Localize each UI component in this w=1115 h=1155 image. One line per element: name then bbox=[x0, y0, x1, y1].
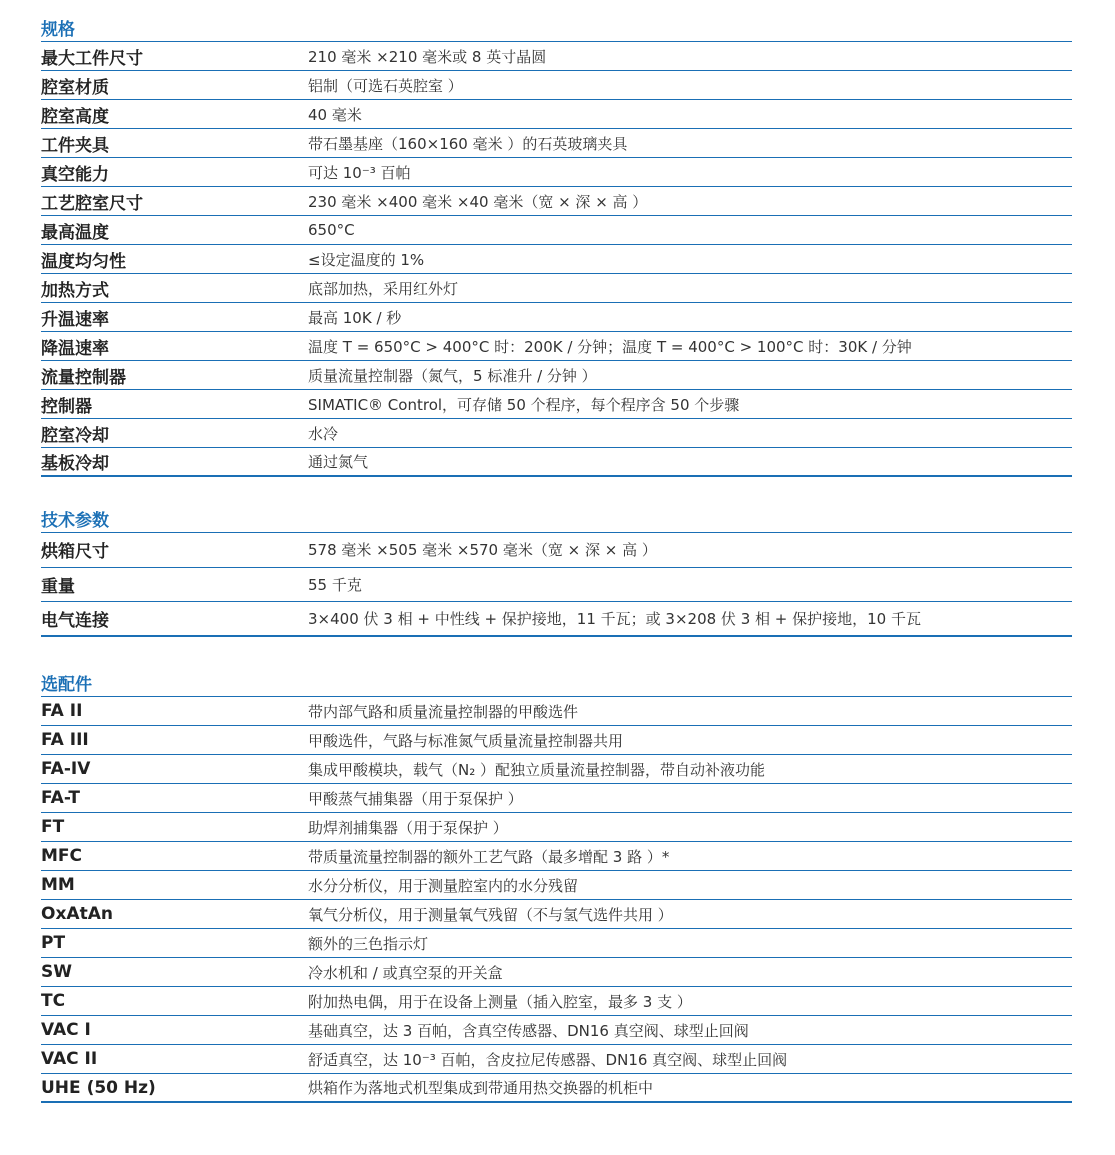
table-row bbox=[41, 448, 1072, 477]
row-value: 水分分析仪，用于测量腔室内的水分残留 bbox=[308, 876, 579, 895]
row-value: ≤设定温度的 1% bbox=[308, 250, 425, 269]
row-value: SIMATIC® Control，可存储 50 个程序，每个程序含 50 个步骤 bbox=[308, 395, 740, 414]
row-label: VAC I bbox=[41, 1020, 91, 1040]
table-row bbox=[41, 842, 1072, 871]
row-label: 电气连接 bbox=[41, 610, 109, 631]
spec-section bbox=[41, 19, 1072, 477]
table-row bbox=[41, 1074, 1072, 1103]
tech-table bbox=[41, 533, 1072, 637]
row-value: 烘箱作为落地式机型集成到带通用热交换器的机柜中 bbox=[308, 1079, 654, 1097]
table-row bbox=[41, 216, 1072, 245]
row-value: 最高 10K / 秒 bbox=[308, 308, 402, 327]
row-label: 腔室材质 bbox=[41, 77, 109, 98]
row-label: 降温速率 bbox=[41, 338, 109, 359]
row-label: FA-IV bbox=[41, 759, 91, 779]
table-row bbox=[41, 813, 1072, 842]
table-row bbox=[41, 42, 1072, 71]
table-row bbox=[41, 929, 1072, 958]
row-label: 最高温度 bbox=[41, 222, 109, 243]
table-row bbox=[41, 568, 1072, 603]
spec-table bbox=[41, 42, 1072, 477]
row-label: 烘箱尺寸 bbox=[41, 542, 109, 563]
row-value: 甲酸蒸气捕集器（用于泵保护 ） bbox=[308, 789, 523, 808]
row-value: 带质量流量控制器的额外工艺气路（最多增配 3 路 ）* bbox=[308, 847, 670, 866]
section-title: 选配件 bbox=[41, 674, 1072, 697]
row-label: 重量 bbox=[41, 576, 75, 597]
table-row bbox=[41, 129, 1072, 158]
row-value: 铝制（可选石英腔室 ） bbox=[308, 76, 463, 95]
row-value: 650°C bbox=[308, 221, 355, 239]
table-row bbox=[41, 602, 1072, 637]
row-value: 底部加热，采用红外灯 bbox=[308, 279, 459, 298]
row-label: 温度均匀性 bbox=[41, 251, 126, 272]
row-label: FA-T bbox=[41, 788, 80, 808]
row-value: 578 毫米 ×505 毫米 ×570 毫米（宽 × 深 × 高 ） bbox=[308, 541, 657, 560]
row-value: 冷水机和 / 或真空泵的开关盒 bbox=[308, 963, 503, 982]
row-value: 55 千克 bbox=[308, 575, 362, 594]
row-value: 40 毫米 bbox=[308, 105, 362, 124]
row-value: 带内部气路和质量流量控制器的甲酸选件 bbox=[308, 702, 579, 721]
options-table bbox=[41, 697, 1072, 1103]
row-value: 基础真空，达 3 百帕，含真空传感器、DN16 真空阀、球型止回阀 bbox=[308, 1021, 749, 1040]
row-label: FA II bbox=[41, 701, 83, 721]
table-row bbox=[41, 784, 1072, 813]
row-label: 基板冷却 bbox=[41, 454, 109, 474]
table-row bbox=[41, 274, 1072, 303]
row-value: 可达 10⁻³ 百帕 bbox=[308, 163, 411, 182]
row-label: 腔室冷却 bbox=[41, 425, 109, 446]
section-title: 技术参数 bbox=[41, 510, 1072, 533]
table-row bbox=[41, 1016, 1072, 1045]
row-value: 集成甲酸模块，载气（N₂ ）配独立质量流量控制器，带自动补液功能 bbox=[308, 760, 766, 779]
table-row bbox=[41, 303, 1072, 332]
row-value: 通过氮气 bbox=[308, 453, 369, 471]
row-label: FT bbox=[41, 817, 65, 837]
table-row bbox=[41, 871, 1072, 900]
table-row bbox=[41, 187, 1072, 216]
row-label: 工件夹具 bbox=[41, 135, 109, 156]
row-label: 升温速率 bbox=[41, 309, 109, 330]
table-row bbox=[41, 958, 1072, 987]
row-label: VAC II bbox=[41, 1049, 98, 1069]
row-value: 温度 T = 650°C > 400°C 时：200K / 分钟；温度 T = 400°C > 100°C 时：30K / 分钟 bbox=[308, 337, 912, 356]
table-row bbox=[41, 533, 1072, 568]
row-value: 附加热电偶，用于在设备上测量（插入腔室，最多 3 支 ） bbox=[308, 992, 692, 1011]
table-row bbox=[41, 245, 1072, 274]
row-label: SW bbox=[41, 962, 72, 982]
row-value: 舒适真空，达 10⁻³ 百帕，含皮拉尼传感器、DN16 真空阀、球型止回阀 bbox=[308, 1050, 788, 1069]
table-row bbox=[41, 987, 1072, 1016]
table-row bbox=[41, 158, 1072, 187]
row-label: 控制器 bbox=[41, 396, 92, 417]
table-row bbox=[41, 361, 1072, 390]
table-row bbox=[41, 726, 1072, 755]
row-value: 水冷 bbox=[308, 424, 339, 443]
tech-section bbox=[41, 510, 1072, 637]
row-label: 真空能力 bbox=[41, 164, 109, 185]
table-row bbox=[41, 755, 1072, 784]
row-value: 3×400 伏 3 相 + 中性线 + 保护接地，11 千瓦；或 3×208 伏 3 相 + 保护接地，10 千瓦 bbox=[308, 609, 921, 628]
row-value: 额外的三色指示灯 bbox=[308, 934, 429, 953]
row-label: 流量控制器 bbox=[41, 367, 126, 388]
row-value: 助焊剂捕集器（用于泵保护 ） bbox=[308, 818, 508, 837]
row-value: 210 毫米 ×210 毫米或 8 英寸晶圆 bbox=[308, 47, 547, 66]
row-label: FA III bbox=[41, 730, 89, 750]
row-value: 甲酸选件，气路与标准氮气质量流量控制器共用 bbox=[308, 731, 624, 750]
row-label: 加热方式 bbox=[41, 280, 109, 301]
table-row bbox=[41, 390, 1072, 419]
table-row bbox=[41, 332, 1072, 361]
section-title: 规格 bbox=[41, 19, 1072, 42]
table-row bbox=[41, 1045, 1072, 1074]
row-value: 质量流量控制器（氮气，5 标准升 / 分钟 ） bbox=[308, 366, 597, 385]
table-row bbox=[41, 697, 1072, 726]
table-row bbox=[41, 100, 1072, 129]
table-row bbox=[41, 71, 1072, 100]
row-label: UHE (50 Hz) bbox=[41, 1077, 156, 1098]
row-label: MFC bbox=[41, 846, 83, 866]
row-label: 最大工件尺寸 bbox=[41, 48, 143, 69]
row-label: TC bbox=[41, 991, 66, 1011]
row-label: OxAtAn bbox=[41, 904, 113, 924]
table-row bbox=[41, 900, 1072, 929]
row-value: 带石墨基座（160×160 毫米 ）的石英玻璃夹具 bbox=[308, 134, 628, 153]
row-label: PT bbox=[41, 933, 66, 953]
options-section bbox=[41, 674, 1072, 1103]
row-label: 工艺腔室尺寸 bbox=[41, 193, 143, 214]
table-row bbox=[41, 419, 1072, 448]
row-label: MM bbox=[41, 875, 75, 895]
row-label: 腔室高度 bbox=[41, 106, 109, 127]
row-value: 氧气分析仪，用于测量氧气残留（不与氢气选件共用 ） bbox=[308, 905, 673, 924]
row-value: 230 毫米 ×400 毫米 ×40 毫米（宽 × 深 × 高 ） bbox=[308, 192, 648, 211]
